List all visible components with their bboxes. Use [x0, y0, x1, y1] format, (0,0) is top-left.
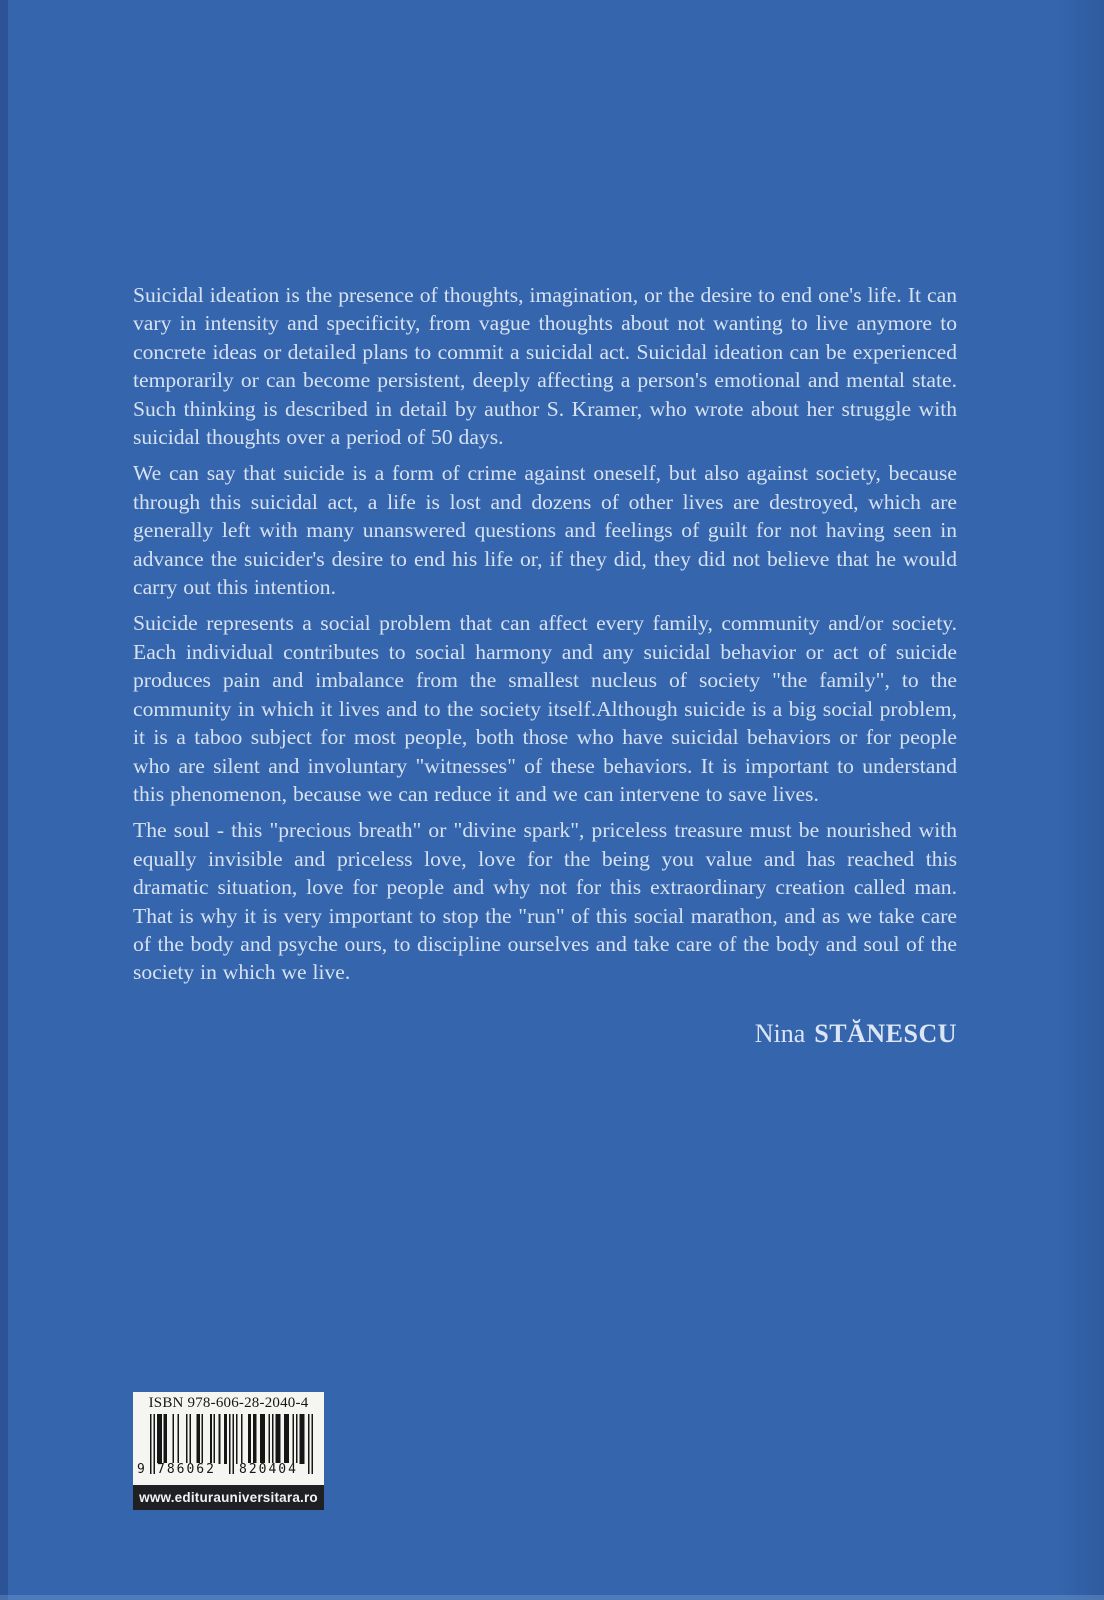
ean13-barcode	[137, 1414, 313, 1477]
blurb-paragraph-3: Suicide represents a social problem that can affect every family, community and/or society. Each individual contributes to social harmony and any suicidal behavior or act of suicide produces pain and imbalance from the smallest nucleus of society "the family", to the community in which it lives and to the society itself.Although suicide is a big social problem, it is a taboo subject for most people, both those who have suicidal behaviors or for people who are silent and involuntary "witnesses" of these behaviors. It is important to understand this phenomenon, because we can reduce it and we can intervene to save lives.	[133, 611, 957, 806]
cover-bottom-edge-highlight	[0, 1595, 1104, 1600]
isbn-number-label: ISBN 978-606-28-2040-4	[148, 1395, 309, 1411]
author-name	[133, 1019, 957, 1049]
back-cover-blurb	[133, 281, 957, 1049]
blurb-paragraph-2: We can say that suicide is a form of crime against oneself, but also against society, because through this suicidal act, a life is lost and dozens of other lives are destroyed, which are generally left with many unanswered questions and feelings of guilt for not having seen in advance the suicider's desire to end his life or, if they did, they did not believe that he would carry out this intention.	[133, 461, 957, 600]
cover-left-edge-shadow	[0, 0, 8, 1600]
publisher-website-url: www.editurauniversitara.ro	[139, 1490, 318, 1505]
blurb-paragraph-4: The soul - this "precious breath" or "divine spark", priceless treasure must be nourished with equally invisible and priceless love, love for the being you value and has reached this dramatic situation, love for people and why not for this extraordinary creation called man. That is why it is very important to stop the "run" of this social marathon, and as we take care of the body and psyche ours, to discipline ourselves and take care of the body and soul of the society in which we live.	[133, 818, 957, 985]
author-last-name: STĂNESCU	[814, 1018, 957, 1048]
barcode-digits-left: 786062	[157, 1462, 216, 1477]
cover-right-edge-shadow	[1058, 0, 1104, 1600]
publisher-website-bar	[133, 1485, 324, 1510]
barcode-white-panel	[133, 1392, 324, 1485]
barcode-digit-first: 9	[137, 1462, 145, 1477]
barcode-digits-right: 820404	[239, 1462, 298, 1477]
isbn-barcode-block	[133, 1392, 324, 1510]
blurb-paragraph-1: Suicidal ideation is the presence of thoughts, imagination, or the desire to end one's life. It can vary in intensity and specificity, from vague thoughts about not wanting to live anymore to concrete ideas or detailed plans to commit a suicidal act. Suicidal ideation can be experienced temporarily or can become persistent, deeply affecting a person's emotional and mental state. Such thinking is described in detail by author S. Kramer, who wrote about her struggle with suicidal thoughts over a period of 50 days.	[133, 283, 957, 450]
author-first-name: Nina	[754, 1018, 806, 1048]
